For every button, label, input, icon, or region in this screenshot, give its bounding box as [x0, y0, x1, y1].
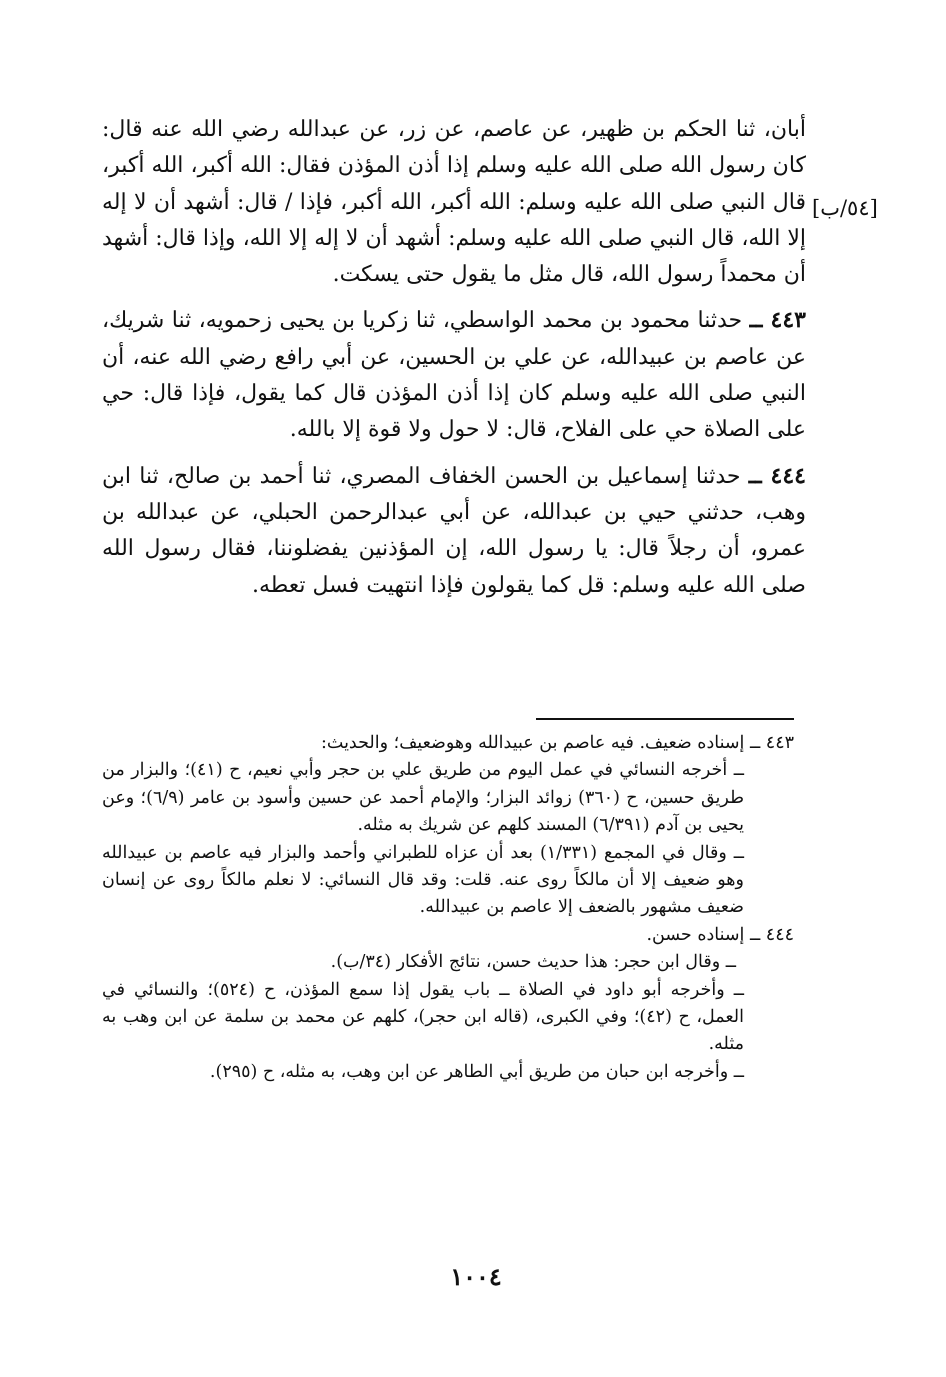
paragraph-text: حدثنا إسماعيل بن الحسن الخفاف المصري، ثنا أحمد بن صالح، ثنا ابن وهب، حدثني حيي بن عبدالله، عن أبي عبدالرحمن الحبلي، عن عبدالله بن عمرو، أن رجلاً قال: يا رسول الله، إن المؤذنين يفضلوننا، فقال رسول الله صلى الله عليه وسلم: قل كما يقولون فإذا انتهيت فسل تعطه.	[102, 463, 806, 598]
paragraph-continued	[102, 112, 806, 293]
footnote-line: ــ وأخرجه أبو داود في الصلاة ــ باب يقول إذا سمع المؤذن، ح (٥٢٤)؛ والنسائي في العمل، ح (٤٢)؛ وفي الكبرى، (قاله ابن حجر)، كلهم عن محمد بن سلمة عن ابن وهب به مثله.	[102, 979, 745, 1055]
footnote-head-444: ٤٤٤ ــ إسناده حسن.	[646, 924, 794, 945]
paragraph-text: أبان، ثنا الحكم بن ظهير، عن عاصم، عن زر، عن عبدالله رضي الله عنه قال: كان رسول الله صلى الله عليه وسلم إذا أذن المؤذن فقال: الله أكبر، الله أكبر، قال النبي صلى الله عليه وسلم: الله أكبر، الله أكبر، فإذا / قال: أشهد أن لا إله إلا الله، قال النبي صلى الله عليه وسلم: أشهد أن لا إله إلا الله، وإذا قال: أشهد أن محمداً رسول الله، قال مثل ما يقول حتى يسكت.	[102, 117, 806, 288]
hadith-number: ٤٤٣ ــ	[749, 307, 806, 334]
footnote-line: ــ أخرجه النسائي في عمل اليوم من طريق علي بن حجر وأبي نعيم، ح (٤١)؛ والبزار من طريق حسين، ح (٣٦٠) زوائد البزار؛ والإمام أحمد عن حسين وأسود بن عامر (٦/٩)؛ وعن يحيى بن آدم (٦/٣٩١) المسند كلهم عن شريك به مثله.	[102, 760, 745, 836]
footnotes	[102, 730, 794, 1086]
main-text	[102, 112, 806, 604]
footnote-head-443: ٤٤٣ ــ إسناده ضعيف. فيه عاصم بن عبيدالله وهوضعيف؛ والحديث:	[320, 733, 794, 753]
page-number: ١٠٠٤	[450, 1262, 502, 1291]
paragraph-text: حدثنا محمود بن محمد الواسطي، ثنا زكريا بن يحيى زحمويه، ثنا شريك، عن عاصم بن عبيدالله، عن علي بن الحسين، عن أبي رافع رضي الله عنه، أن النبي صلى الله عليه وسلم كان إذا أذن المؤذن قال كما يقول، فإذا قال: حي على الصلاة حي على الفلاح، قال: لا حول ولا قوة إلا بالله.	[102, 308, 806, 443]
footnote-line: ــ وأخرجه ابن حبان من طريق أبي الطاهر عن ابن وهب، به مثله، ح (٢٩٥).	[209, 1061, 744, 1082]
footnote-divider	[536, 718, 794, 720]
hadith-444	[102, 458, 806, 604]
hadith-443	[102, 302, 806, 448]
margin-folio-reference: [٥٤/ب]	[812, 196, 878, 220]
footnote-line: ــ وقال في المجمع (١/٣٣١) بعد أن عزاه للطبراني وأحمد والبزار فيه عاصم بن عبيدالله وهو ضعيف إلا أن مالكاً روى عنه. قلت: وقد قال النسائي: لا نعلم مالكاً روى عن إنسان ضعيف مشهور بالضعف إلا عاصم بن عبيدالله.	[102, 842, 745, 918]
footnote-line: ــ وقال ابن حجر: هذا حديث حسن، نتائج الأفكار (٣٤/ب).	[330, 952, 736, 973]
hadith-number: ٤٤٤ ــ	[748, 462, 806, 489]
